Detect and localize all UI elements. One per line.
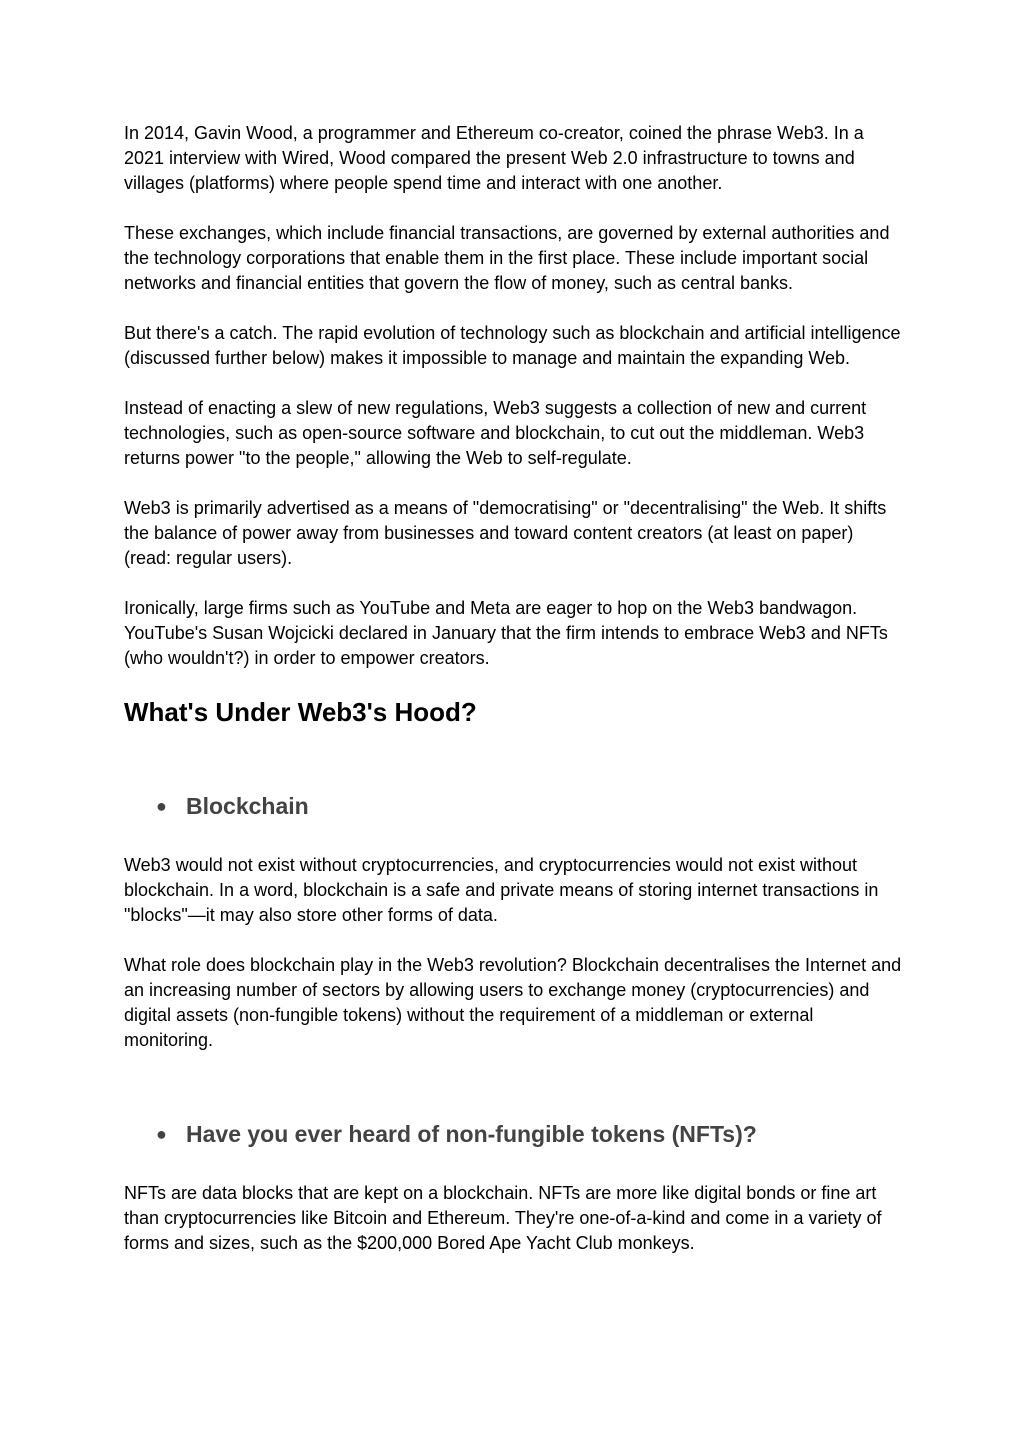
paragraph-intro-5: Web3 is primarily advertised as a means of "democratising" or "decentralising" the Web. It shifts the balance of power away from businesses and toward content creators (at least on paper) (read: regular users). xyxy=(124,498,887,568)
paragraph-blockchain-2: What role does blockchain play in the Web3 revolution? Blockchain decentralises the Internet and an increasing number of sectors by allowing users to exchange money (cryptocurrencies) and digital assets (non-fungible tokens) without the requirement of a middleman or external monitoring. xyxy=(124,955,902,1050)
paragraph-blockchain-1: Web3 would not exist without cryptocurrencies, and cryptocurrencies would not exist without blockchain. In a word, blockchain is a safe and private means of storing internet transactions in "blocks"—it may also store other forms of data. xyxy=(124,855,879,925)
paragraph-intro-3: But there's a catch. The rapid evolution of technology such as blockchain and artificial intelligence (discussed further below) makes it impossible to manage and maintain the expanding Web. xyxy=(124,323,901,368)
section-heading: What's Under Web3's Hood? xyxy=(124,697,477,727)
paragraph-intro-4: Instead of enacting a slew of new regulations, Web3 suggests a collection of new and current technologies, such as open-source software and blockchain, to cut out the middleman. Web3 returns power "to the people," allowing the Web to self-regulate. xyxy=(124,398,867,468)
bullet-heading-blockchain xyxy=(124,791,904,821)
bullet-heading-nfts xyxy=(124,1119,904,1149)
paragraph-nfts-1: NFTs are data blocks that are kept on a blockchain. NFTs are more like digital bonds or fine art than cryptocurrencies like Bitcoin and Ethereum. They're one-of-a-kind and come in a variety of forms and sizes, such as the $200,000 Bored Ape Yacht Club monkeys. xyxy=(124,1183,882,1253)
bullet-heading-blockchain-label: Blockchain xyxy=(186,793,309,819)
bullet-dot-icon: ● xyxy=(156,1124,167,1144)
paragraph-intro-6: Ironically, large firms such as YouTube and Meta are eager to hop on the Web3 bandwagon. YouTube's Susan Wojcicki declared in January that the firm intends to embrace Web3 and NFTs (who wouldn't?) in order to empower creators. xyxy=(124,598,888,668)
spacer xyxy=(124,1149,904,1181)
spacer xyxy=(124,821,904,853)
document-page xyxy=(124,121,904,1281)
spacer xyxy=(124,728,904,791)
bullet-heading-nfts-label: Have you ever heard of non-fungible tokens (NFTs)? xyxy=(186,1121,757,1147)
bullet-dot-icon: ● xyxy=(156,796,167,816)
paragraph-intro-2: These exchanges, which include financial transactions, are governed by external authorities and the technology corporations that enable them in the first place. These include important social networks and financial entities that govern the flow of money, such as central banks. xyxy=(124,223,890,293)
paragraph-intro-1: In 2014, Gavin Wood, a programmer and Ethereum co-creator, coined the phrase Web3. In a 2021 interview with Wired, Wood compared the present Web 2.0 infrastructure to towns and villages (platforms) where people spend time and interact with one another. xyxy=(124,123,864,193)
spacer xyxy=(124,1078,904,1119)
